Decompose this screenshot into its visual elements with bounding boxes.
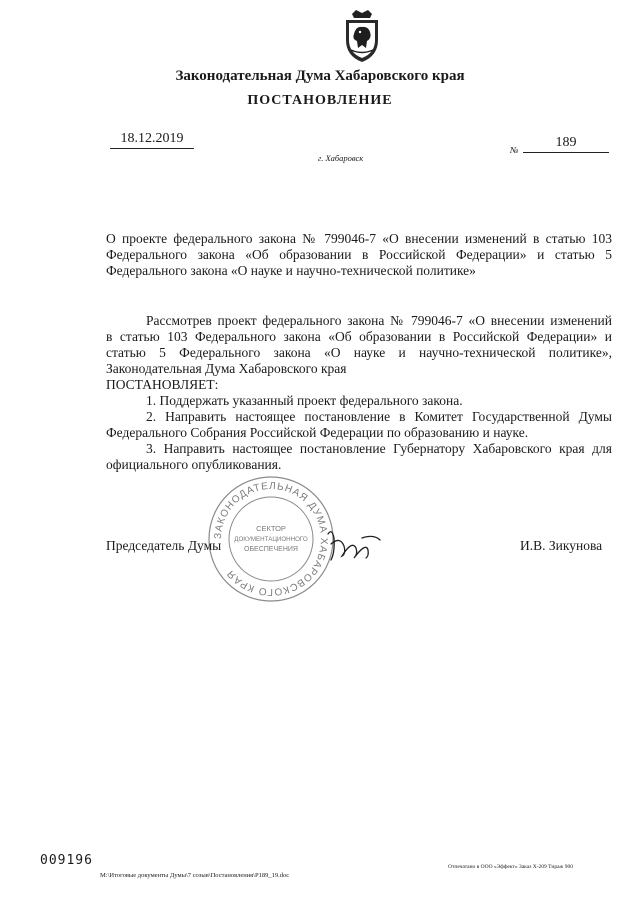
number-label: № bbox=[510, 145, 519, 155]
title-line: О проекте федерального закона № 799046-7 «О внесении изменений в статью 103 bbox=[106, 231, 612, 246]
body-line: 3. Направить настоящее постановление Губернатору Хабаровского края для bbox=[146, 441, 612, 456]
official-seal bbox=[206, 474, 336, 604]
body-line: официального опубликования. bbox=[106, 457, 282, 472]
title-line: Федерального закона «О науке и научно-технической политике» bbox=[106, 263, 476, 278]
seal-center-line: ОБЕСПЕЧЕНИЯ bbox=[244, 546, 298, 553]
body-line: Законодательная Дума Хабаровского края bbox=[106, 361, 347, 376]
seal-center-line: ДОКУМЕНТАЦИОННОГО bbox=[234, 536, 308, 543]
body-line: ПОСТАНОВЛЯЕТ: bbox=[106, 377, 219, 392]
registration-number: 009196 bbox=[40, 853, 93, 868]
document-place: г. Хабаровск bbox=[318, 153, 364, 163]
body-line: 1. Поддержать указанный проект федерального закона. bbox=[146, 393, 463, 408]
title-line: Федерального закона «Об образовании в Российской Федерации» и статью 5 bbox=[106, 247, 612, 262]
print-note: Отпечатано в ООО «Эффект» Заказ Х-209 Тираж 900 bbox=[448, 864, 573, 870]
body-line: Федерального Собрания Российской Федерации по образованию и науке. bbox=[106, 425, 529, 440]
seal-ring-text: ЗАКОНОДАТЕЛЬНАЯ ДУМА ХАБАРОВСКОГО КРАЯ bbox=[212, 480, 330, 598]
document-type: ПОСТАНОВЛЕНИЕ bbox=[247, 93, 393, 108]
body-line: Рассмотрев проект федерального закона № 799046-7 «О внесении изменений bbox=[146, 313, 612, 328]
signer-role: Председатель Думы bbox=[106, 538, 222, 553]
body-line: 2. Направить настоящее постановление в Комитет Государственной Думы bbox=[146, 409, 612, 424]
signer-name: И.В. Зикунова bbox=[520, 538, 603, 553]
org-name: Законодательная Дума Хабаровского края bbox=[175, 68, 465, 84]
seal-center-line: СЕКТОР bbox=[256, 524, 286, 533]
body-line: в статью 103 Федерального закона «Об образовании в Российской Федерации» и bbox=[106, 329, 612, 344]
coat-of-arms-emblem bbox=[340, 8, 384, 64]
document-date: 18.12.2019 bbox=[110, 131, 194, 149]
file-path: М:\Итоговые документы Думы\7 созыв\Постановления\Р189_19.doc bbox=[100, 872, 290, 879]
body-line: статью 5 Федерального закона «О науке и научно-технической политике», bbox=[106, 345, 612, 360]
handwritten-signature bbox=[322, 524, 384, 566]
document-number: 189 bbox=[523, 135, 609, 153]
